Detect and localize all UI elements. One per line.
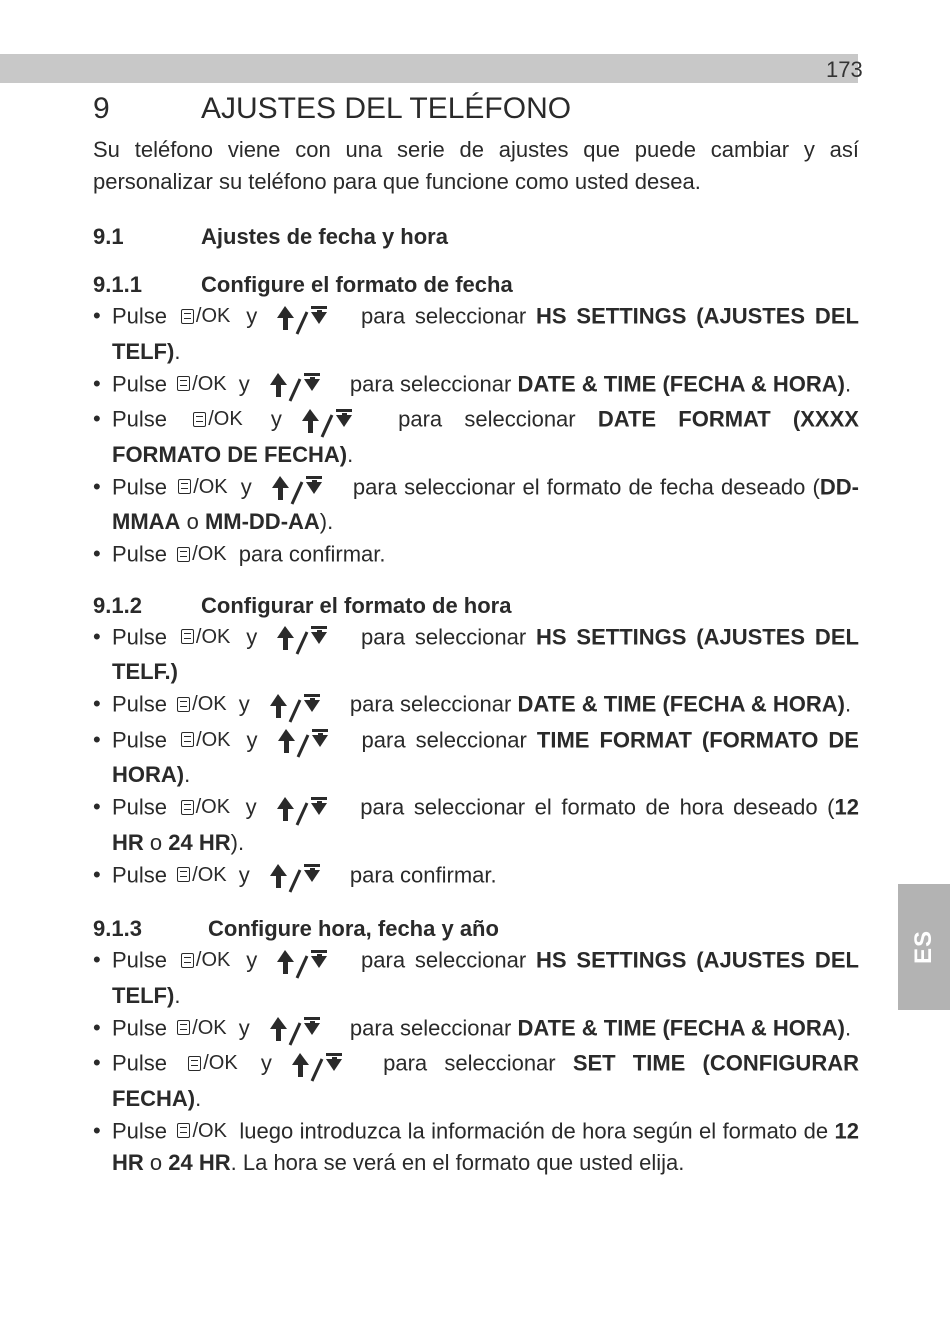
subsection-title: Configure el formato de fecha — [201, 272, 513, 297]
menu-ok-key — [177, 688, 226, 720]
up-down-arrows-icon — [276, 725, 334, 759]
subsection-title: Configurar el formato de hora — [201, 592, 512, 618]
step-text: para seleccionar el formato de fecha deseado — [352, 474, 806, 499]
menu-option: HS SETTINGS (AJUSTES DEL TELF) — [112, 303, 859, 364]
menu-ok-key — [181, 944, 230, 976]
step-text: para seleccionar el formato de hora deseado — [360, 794, 818, 820]
step-conj: y — [246, 624, 258, 649]
steps-list — [93, 944, 859, 1179]
step-text: para seleccionar — [349, 371, 512, 396]
up-down-arrows-icon — [275, 946, 333, 980]
ok-label: /OK — [192, 1119, 227, 1142]
menu-icon — [181, 800, 194, 815]
ok-label: /OK — [192, 372, 227, 395]
step-conj: y — [246, 947, 258, 973]
format-option: 12 HR — [112, 1118, 859, 1175]
step-conj: o — [149, 829, 163, 855]
section-number: 9.1 — [93, 224, 124, 249]
step-conj: y — [260, 1050, 272, 1076]
menu-icon — [177, 1123, 190, 1138]
up-down-arrows-icon — [275, 622, 333, 656]
step-verb: Pulse — [112, 406, 168, 432]
format-option: MM-DD-AA — [204, 509, 320, 534]
page-content — [93, 92, 859, 1179]
format-option: 12 HR — [112, 794, 859, 855]
step-text: para seleccionar — [349, 691, 512, 717]
up-down-arrows-icon — [268, 860, 326, 894]
ok-label: /OK — [195, 625, 231, 648]
up-down-arrows-icon — [290, 1049, 348, 1083]
ok-label: /OK — [192, 1016, 227, 1039]
ok-label: /OK — [195, 796, 231, 818]
step-text: . La hora se verá en el formato que usted elija. — [230, 1150, 685, 1175]
language-tab-label: ES — [910, 929, 937, 965]
step-verb: Pulse — [112, 862, 168, 887]
list-item: • Pulse /OK y para seleccionar el formato de hora deseado (12 HR o 24 HR). — [93, 791, 859, 859]
up-down-arrows-icon — [268, 690, 326, 724]
menu-ok-key — [177, 538, 226, 570]
menu-option: TIME FORMAT (FORMATO DE HORA) — [112, 727, 859, 787]
menu-ok-key — [181, 791, 230, 823]
language-tab — [898, 884, 950, 1010]
menu-icon — [181, 629, 194, 644]
ok-label: /OK — [195, 305, 231, 327]
subsection-title: Configure hora, fecha y año — [208, 916, 499, 941]
step-verb: Pulse — [112, 1118, 168, 1143]
menu-icon — [177, 697, 190, 712]
steps-list — [93, 621, 859, 895]
menu-option: DATE FORMAT (XXXX FORMATO DE FECHA) — [112, 406, 859, 467]
step-conj: y — [246, 303, 258, 329]
menu-icon — [188, 1056, 201, 1071]
step-text: para seleccionar — [361, 624, 527, 649]
step-verb: Pulse — [112, 303, 168, 329]
step-verb: Pulse — [112, 1050, 168, 1076]
section-heading — [93, 224, 859, 250]
menu-ok-key — [177, 859, 226, 891]
chapter-number: 9 — [93, 92, 110, 125]
up-down-arrows-icon — [270, 472, 328, 506]
ok-label: /OK — [192, 543, 227, 565]
list-item — [93, 621, 859, 689]
step-conj: y — [270, 406, 282, 432]
step-verb: Pulse — [112, 947, 168, 973]
section-title: Ajustes de fecha y hora — [201, 224, 448, 249]
menu-icon — [181, 953, 194, 968]
step-conj: y — [246, 727, 258, 752]
step-text: luego introduzca la información de hora según el formato de — [239, 1118, 829, 1143]
menu-option: DATE & TIME (FECHA & HORA) — [517, 1015, 845, 1040]
menu-ok-key — [181, 621, 230, 653]
ok-label: /OK — [196, 728, 231, 751]
format-option: DD-MMAA — [112, 474, 859, 534]
step-verb: Pulse — [112, 794, 168, 820]
menu-icon — [193, 412, 206, 427]
menu-ok-key — [181, 300, 230, 332]
menu-ok-key — [177, 1012, 226, 1044]
subsection-number: 9.1.2 — [93, 592, 142, 618]
up-down-arrows-icon — [300, 405, 358, 439]
step-text: para seleccionar — [349, 1015, 512, 1040]
list-item: • Pulse /OK y para seleccionar DATE FORMAT (XXXX FORMATO DE FECHA). — [93, 403, 859, 471]
list-item — [93, 538, 859, 571]
menu-icon — [181, 732, 194, 747]
step-text: para confirmar. — [349, 862, 497, 887]
step-verb: Pulse — [112, 474, 168, 499]
step-verb: Pulse — [112, 371, 168, 396]
menu-icon — [177, 1020, 190, 1035]
step-conj: y — [238, 691, 250, 717]
list-item — [93, 1115, 859, 1180]
page-number: 173 — [826, 57, 863, 82]
chapter-intro: Su teléfono viene con una serie de ajustes que puede cambiar y así personalizar su teléfono para que funcione como usted desea. — [93, 137, 859, 194]
step-verb: Pulse — [112, 541, 168, 567]
menu-option: DATE & TIME (FECHA & HORA) — [517, 371, 845, 396]
step-verb: Pulse — [112, 1015, 168, 1040]
subsection-heading — [93, 593, 859, 619]
list-item: • Pulse /OK y para seleccionar DATE & TIME (FECHA & HORA). — [93, 368, 859, 404]
ok-label: /OK — [208, 408, 243, 430]
menu-ok-key — [177, 1115, 226, 1147]
ok-label: /OK — [195, 949, 231, 971]
step-text: para confirmar. — [238, 541, 386, 567]
list-item — [93, 859, 859, 895]
step-conj: y — [238, 862, 250, 887]
up-down-arrows-icon — [275, 302, 333, 336]
menu-ok-key — [193, 403, 242, 435]
subsection-number: 9.1.3 — [93, 916, 142, 941]
step-conj: y — [240, 474, 252, 499]
list-item: • Pulse /OK y para seleccionar TIME FORMAT (FORMATO DE HORA). — [93, 724, 859, 792]
step-conj: o — [186, 509, 199, 534]
list-item: • Pulse /OK y para seleccionar HS SETTINGS (AJUSTES DEL TELF). — [93, 300, 859, 368]
menu-option: HS SETTINGS (AJUSTES DEL TELF.) — [112, 624, 859, 684]
step-verb: Pulse — [112, 727, 168, 752]
list-item: • Pulse /OK y para seleccionar SET TIME (CONFIGURAR FECHA). — [93, 1047, 859, 1115]
format-option: 24 HR — [168, 1150, 231, 1175]
menu-icon — [178, 479, 191, 494]
menu-icon — [181, 309, 194, 324]
ok-label: /OK — [203, 1052, 238, 1074]
step-verb: Pulse — [112, 691, 168, 717]
ok-label: /OK — [192, 863, 227, 886]
step-text: para seleccionar — [383, 1050, 556, 1076]
subsection-heading — [93, 272, 859, 298]
list-item: • Pulse /OK y para seleccionar HS SETTINGS (AJUSTES DEL TELF). — [93, 944, 859, 1012]
step-text: para seleccionar — [361, 303, 527, 329]
up-down-arrows-icon — [275, 793, 333, 827]
step-text: para seleccionar — [361, 727, 527, 752]
step-conj: o — [149, 1150, 163, 1175]
menu-option: HS SETTINGS (AJUSTES DEL TELF) — [112, 947, 859, 1008]
menu-icon — [177, 867, 190, 882]
list-item: • Pulse /OK y para seleccionar DATE & TIME (FECHA & HORA). — [93, 1012, 859, 1048]
step-conj: y — [245, 794, 257, 820]
up-down-arrows-icon — [268, 1013, 326, 1047]
list-item: • Pulse /OK y para seleccionar el formato de fecha deseado (DD-MMAA o MM-DD-AA). — [93, 471, 859, 539]
subsection-heading — [93, 916, 859, 942]
menu-option: SET TIME (CONFIGURAR FECHA) — [112, 1050, 859, 1111]
chapter-title: AJUSTES DEL TELÉFONO — [201, 92, 572, 125]
menu-icon — [177, 376, 190, 391]
menu-ok-key — [181, 724, 230, 756]
ok-label: /OK — [192, 693, 227, 715]
up-down-arrows-icon — [268, 369, 326, 403]
step-conj: y — [238, 1015, 250, 1040]
format-option: 24 HR — [168, 829, 231, 855]
step-conj: y — [238, 371, 250, 396]
list-item: • Pulse /OK y para seleccionar DATE & TIME (FECHA & HORA). — [93, 688, 859, 724]
chapter-heading — [93, 92, 859, 126]
menu-option: DATE & TIME (FECHA & HORA) — [517, 691, 845, 717]
step-text: para seleccionar — [398, 406, 576, 432]
steps-list — [93, 300, 859, 571]
menu-ok-key — [178, 471, 227, 503]
menu-ok-key — [177, 368, 226, 400]
subsection-number: 9.1.1 — [93, 272, 142, 297]
menu-ok-key — [188, 1047, 237, 1079]
step-text: para seleccionar — [361, 947, 527, 973]
menu-icon — [177, 547, 190, 562]
ok-label: /OK — [193, 475, 228, 498]
header-bar — [0, 54, 858, 83]
step-verb: Pulse — [112, 624, 168, 649]
